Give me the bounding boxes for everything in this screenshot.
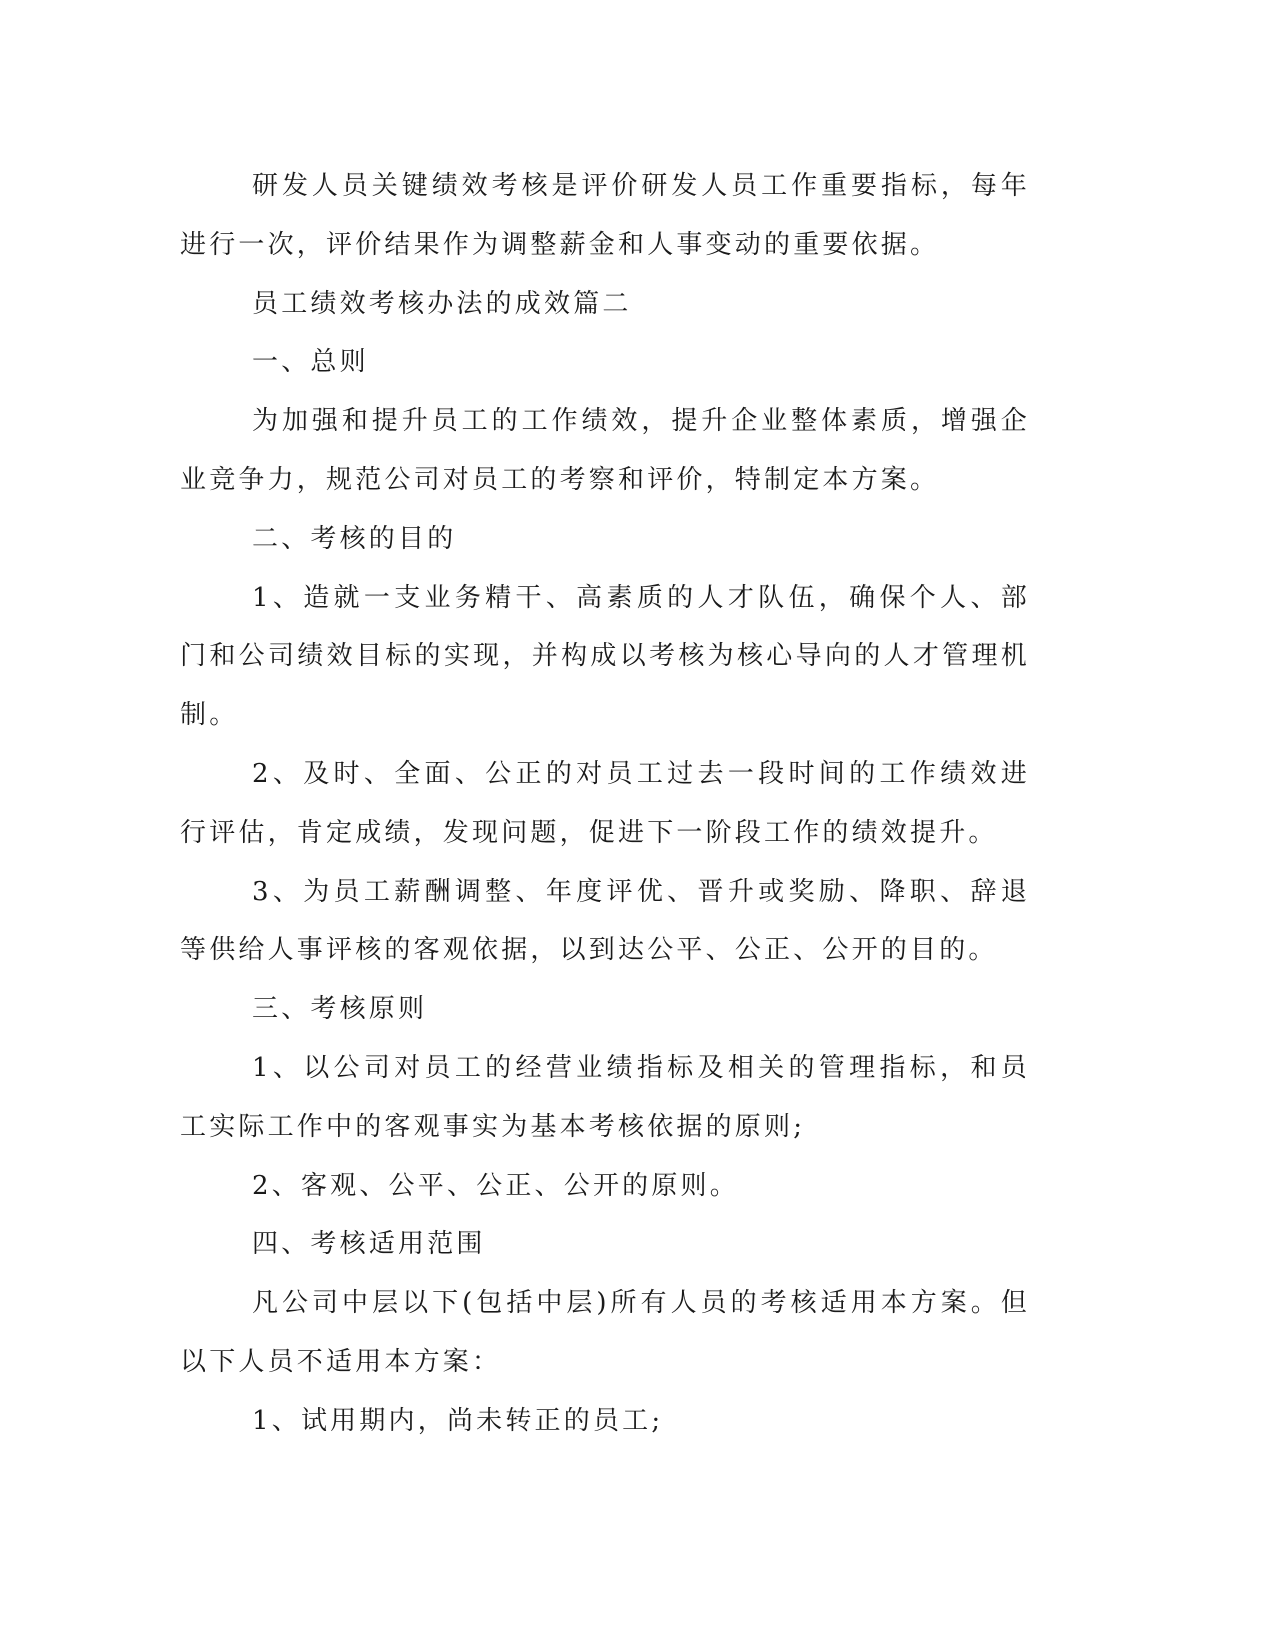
list-item-principle-1: 1、以公司对员工的经营业绩指标及相关的管理指标，和员工实际工作中的客观事实为基本考核依据的原则; xyxy=(180,1052,1030,1142)
heading-assessment-purpose: 二、考核的目的 xyxy=(252,523,457,554)
heading-assessment-principles: 三、考核原则 xyxy=(252,994,428,1025)
heading-assessment-scope: 四、考核适用范围 xyxy=(252,1229,486,1260)
list-item-exclusion-1: 1、试用期内，尚未转正的员工; xyxy=(252,1405,664,1436)
paragraph-rd-kpi: 研发人员关键绩效考核是评价研发人员工作重要指标，每年进行一次，评价结果作为调整薪金和人事变动的重要依据。 xyxy=(180,171,1030,260)
paragraph-general-principles: 为加强和提升员工的工作绩效，提升企业整体素质，增强企业竞争力，规范公司对员工的考察和评价，特制定本方案。 xyxy=(180,406,1030,495)
list-item-purpose-3: 3、为员工薪酬调整、年度评优、晋升或奖励、降职、辞退等供给人事评核的客观依据，以到达公平、公正、公开的目的。 xyxy=(180,876,1030,966)
list-item-purpose-1: 1、造就一支业务精干、高素质的人才队伍，确保个人、部门和公司绩效目标的实现，并构成以考核为核心导向的人才管理机制。 xyxy=(180,582,1030,731)
list-item-purpose-2: 2、及时、全面、公正的对员工过去一段时间的工作绩效进行评估，肯定成绩，发现问题，促进下一阶段工作的绩效提升。 xyxy=(180,758,1030,848)
section-title-part-two: 员工绩效考核办法的成效篇二 xyxy=(252,288,632,319)
paragraph-assessment-scope: 凡公司中层以下(包括中层)所有人员的考核适用本方案。但以下人员不适用本方案： xyxy=(180,1288,1030,1377)
heading-general-principles: 一、总则 xyxy=(252,347,369,378)
list-item-principle-2: 2、客观、公平、公正、公开的原则。 xyxy=(252,1170,739,1201)
document-body xyxy=(180,157,1030,1451)
